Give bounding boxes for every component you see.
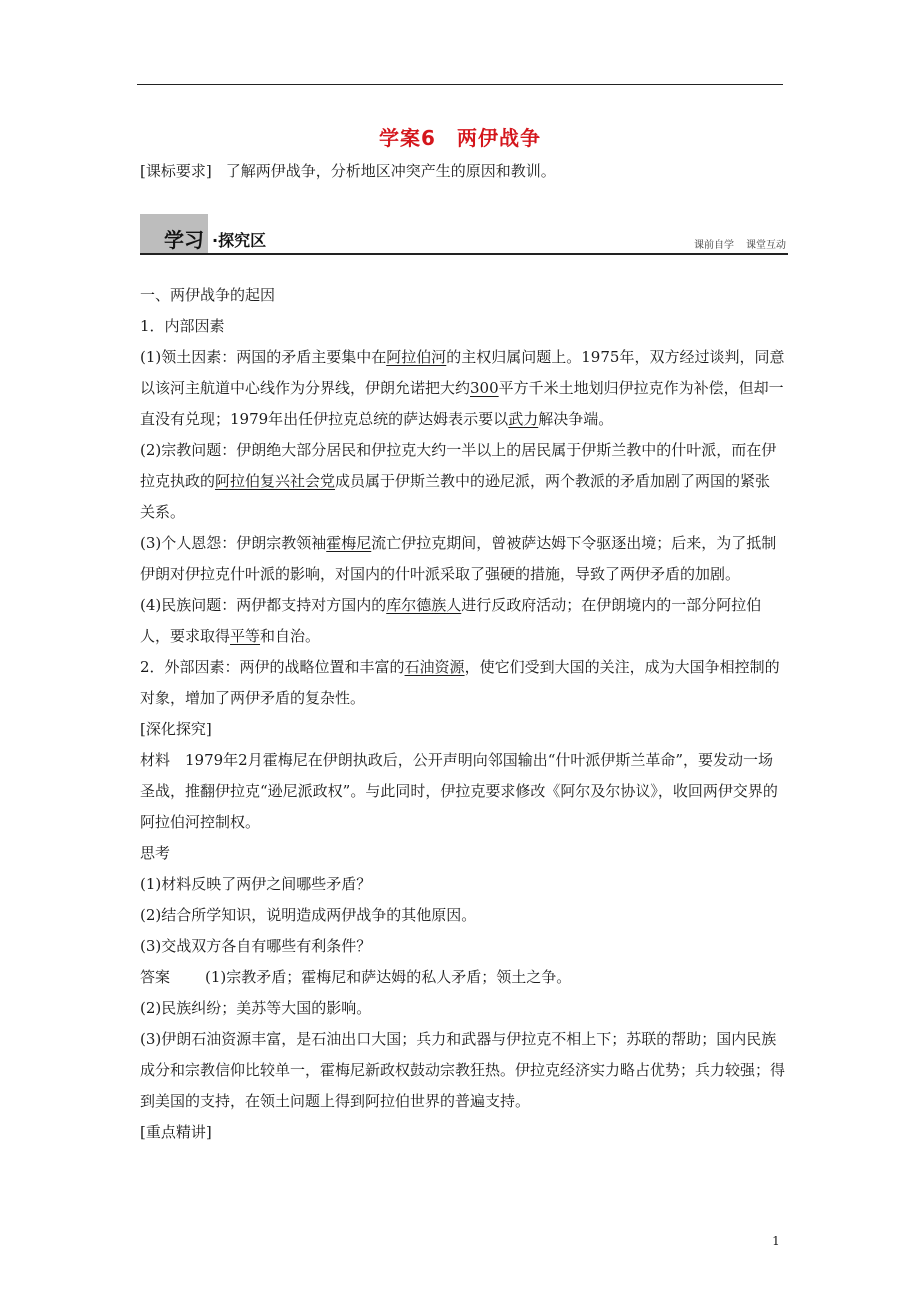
page-number: 1 <box>772 1234 780 1248</box>
blank-answer: 霍梅尼 <box>326 534 372 552</box>
banner-rule <box>140 253 788 255</box>
answer-item: (3)伊朗石油资源丰富，是石油出口大国；兵力和武器与伊拉克不相上下；苏联的帮助；国内民族成分和宗教信仰比较单一，霍梅尼新政权鼓动宗教狂热。伊拉克经济实力略占优势；兵力较强；得到美国的支持，在领土问题上得到阿拉伯世界的普遍支持。 <box>140 1030 786 1110</box>
territory-paragraph: (1)领土因素：两国的矛盾主要集中在阿拉伯河的主权归属问题上。1975年，双方经过谈判，同意以该河主航道中心线作为分界线，伊朗允诺把大约300平方千米土地划归伊拉克作为补偿，但却一直没有兑现；1979年出任伊拉克总统的萨达姆表示要以武力解决争端。 <box>140 348 785 428</box>
header-rule <box>137 84 783 85</box>
requirement-text: 了解两伊战争，分析地区冲突产生的原因和教训。 <box>225 162 556 180</box>
curriculum-requirement <box>140 160 556 181</box>
banner-explore-label: ·探究区 <box>212 231 267 250</box>
question-item: (2)结合所学知识，说明造成两伊战争的其他原因。 <box>140 906 477 924</box>
think-label: 思考 <box>140 844 171 862</box>
question-item: (1)材料反映了两伊之间哪些矛盾？ <box>140 875 372 893</box>
page-title: 学案6 两伊战争 <box>379 126 541 150</box>
question-item: (3)交战双方各自有哪些有利条件？ <box>140 937 372 955</box>
material-paragraph: 材料 1979年2月霍梅尼在伊朗执政后，公开声明向邻国输出“什叶派伊斯兰革命”，要发动一场圣战，推翻伊拉克“逊尼派政权”。与此同时，伊拉克要求修改《阿尔及尔协议》，收回两伊交界的阿拉伯河控制权。 <box>140 751 778 831</box>
grudge-paragraph: (3)个人恩怨：伊朗宗教领袖霍梅尼流亡伊拉克期间，曾被萨达姆下令驱逐出境；后来，为了抵制伊朗对伊拉克什叶派的影响，对国内的什叶派采取了强硬的措施，导致了两伊矛盾的加剧。 <box>140 534 777 583</box>
banner-tab-interaction: 课堂互动 <box>746 240 786 251</box>
blank-answer: 武力 <box>508 410 539 428</box>
blank-answer: 阿拉伯河 <box>386 348 447 366</box>
requirement-tag: [课标要求] <box>140 162 212 180</box>
answer-item: 答案 (1)宗教矛盾；霍梅尼和萨达姆的私人矛盾；领土之争。 <box>140 968 572 986</box>
section-banner <box>140 214 788 254</box>
blank-answer: 平等 <box>230 627 261 645</box>
blank-answer: 库尔德族人 <box>386 596 462 614</box>
main-content <box>140 280 785 1148</box>
answer-item: (2)民族纠纷；美苏等大国的影响。 <box>140 999 372 1017</box>
deep-explore-label: [深化探究] <box>140 720 212 738</box>
ethnic-paragraph: (4)民族问题：两伊都支持对方国内的库尔德族人进行反政府活动；在伊朗境内的一部分阿拉伯人，要求取得平等和自治。 <box>140 596 762 645</box>
banner-tabs <box>694 236 786 251</box>
banner-tab-preview: 课前自学 <box>694 240 734 251</box>
external-factors-paragraph: 2．外部因素：两伊的战略位置和丰富的石油资源，使它们受到大国的关注，成为大国争相控制的对象，增加了两伊矛盾的复杂性。 <box>140 658 780 707</box>
religion-paragraph: (2)宗教问题：伊朗绝大部分居民和伊拉克大约一半以上的居民属于伊斯兰教中的什叶派，而在伊拉克执政的阿拉伯复兴社会党成员属于伊斯兰教中的逊尼派，两个教派的矛盾加剧了两国的紧张关系。 <box>140 441 777 521</box>
blank-answer: 300 <box>470 379 499 397</box>
blank-answer: 阿拉伯复兴社会党 <box>215 472 336 490</box>
answer-label: 答案 <box>140 968 171 986</box>
section-heading: 一、两伊战争的起因 <box>140 286 276 304</box>
internal-factors-heading: 1．内部因素 <box>140 317 225 335</box>
banner-study-label: 学习 <box>164 228 204 252</box>
key-points-label: [重点精讲] <box>140 1123 212 1141</box>
blank-answer: 石油资源 <box>404 658 465 676</box>
